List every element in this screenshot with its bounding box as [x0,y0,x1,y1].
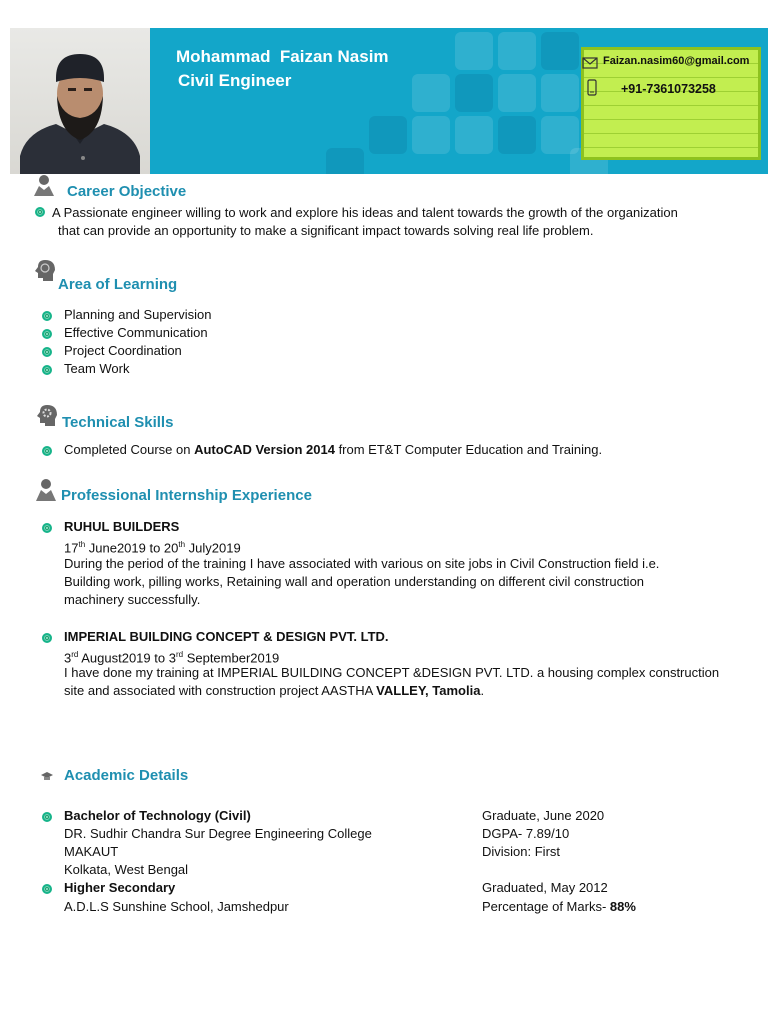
school-name: A.D.L.S Sunshine School, Jamshedpur [64,899,289,914]
person-portrait [10,28,150,174]
skills-post: from ET&T Computer Education and Training. [334,442,603,457]
learning-item: Planning and Supervision [64,307,212,322]
hs-graduation-date: Graduated, May 2012 [482,880,608,895]
hs-marks [482,898,636,916]
internship-title: Professional Internship Experience [61,487,312,504]
bullet-icon [42,446,52,456]
brain-head-icon [34,259,56,283]
graduation-date: Graduate, June 2020 [482,808,605,823]
learning-item: Effective Communication [64,325,208,340]
career-objective-line1: A Passionate engineer willing to work and explore his ideas and talent towards the growth of the organization [52,205,678,220]
date-part: June2019 to 20 [85,540,179,556]
bullet-icon [42,329,52,339]
skills-line [64,441,602,459]
career-objective-title: Career Objective [67,183,187,200]
internship-description: Building work, pilling works, Retaining wall and operation understanding on different civil construction [64,574,645,589]
desc-pre: site and associated with construction project AASTHA [64,683,377,698]
date-suffix: rd [71,650,79,659]
university-name: MAKAUT [64,844,119,859]
bullet-icon [42,311,52,321]
degree-name: Bachelor of Technology (Civil) [64,808,251,823]
hs-name: Higher Secondary [64,880,176,895]
date-part: 17 [64,540,79,556]
date-part: July2019 [185,540,241,556]
candidate-role: Civil Engineer [178,71,292,90]
person-icon [32,174,56,196]
area-of-learning-title: Area of Learning [58,276,178,293]
college-name: DR. Sudhir Chandra Sur Degree Engineering College [64,826,372,841]
date-part: August2019 to 3 [78,650,176,666]
skills-bold: AutoCAD Version 2014 [194,442,335,457]
phone-text: +91-7361073258 [621,82,716,96]
graduation-cap-icon [40,771,54,781]
college-location: Kolkata, West Bengal [64,862,189,877]
gear-head-icon [36,404,58,428]
career-objective-line2: that can provide an opportunity to make a significant impact towards solving real life problem. [58,223,594,238]
marks-value: 88% [609,899,636,914]
technical-skills-title: Technical Skills [62,414,174,431]
phone-icon [587,79,597,96]
dgpa: DGPA- 7.89/10 [482,826,570,841]
profile-photo [10,28,150,174]
candidate-name: Mohammad Faizan Nasim [176,47,389,66]
skills-pre: Completed Course on [64,442,195,457]
academic-details-title: Academic Details [64,767,189,784]
internship-description: I have done my training at IMPERIAL BUILDING CONCEPT &DESIGN PVT. LTD. a housing complex construction [64,665,720,680]
desc-bold: VALLEY, Tamolia [376,683,481,698]
learning-item: Team Work [64,361,130,376]
internship-description: During the period of the training I have associated with various on site jobs in Civil Construction field i.e. [64,556,660,571]
internship-company: IMPERIAL BUILDING CONCEPT & DESIGN PVT. LTD. [64,629,389,644]
mail-icon [582,57,598,69]
person-icon [34,478,58,502]
bullet-icon [35,207,45,217]
date-suffix: th [78,540,86,549]
learning-item: Project Coordination [64,343,182,358]
email-text: Faizan.nasim60@gmail.com [603,55,750,67]
bullet-icon [42,633,52,643]
bullet-icon [42,523,52,533]
bullet-icon [42,347,52,357]
internship-description: machinery successfully. [64,592,201,607]
date-suffix: rd [175,650,184,659]
date-suffix: th [178,540,186,549]
date-part: September2019 [183,650,280,666]
internship-description [64,682,484,700]
date-part: 3 [64,650,72,666]
desc-post: . [480,683,485,698]
internship-company: RUHUL BUILDERS [64,519,180,534]
bullet-icon [42,812,52,822]
bullet-icon [42,365,52,375]
bullet-icon [42,884,52,894]
marks-label: Percentage of Marks- [482,899,610,914]
division: Division: First [482,844,561,859]
